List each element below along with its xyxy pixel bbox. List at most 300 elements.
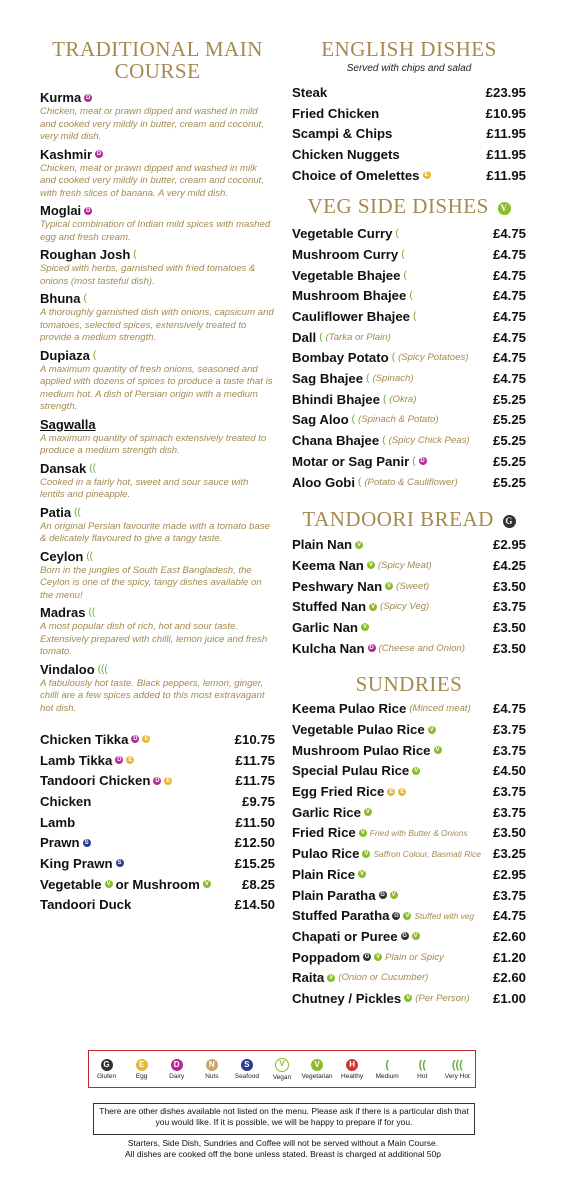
english-name xyxy=(292,147,400,162)
english-row xyxy=(292,82,526,103)
sundries-note: Stuffed with veg xyxy=(414,910,475,921)
sundries-name xyxy=(292,825,468,840)
medium-chili-icon: ( xyxy=(413,311,417,323)
sundries-row xyxy=(292,802,526,823)
dairy-icon: D xyxy=(369,645,374,652)
sundries-name xyxy=(292,929,420,944)
bread-row xyxy=(292,617,526,638)
sundries-note: Fried with Butter & Onions xyxy=(369,827,468,838)
veg-label: Chana Bhajee xyxy=(292,433,380,449)
sundries-name xyxy=(292,743,442,758)
hot-chili-icon: (( xyxy=(86,550,94,562)
veg-note: (Spicy Potatoes) xyxy=(398,352,469,364)
medium-chili-icon: ( xyxy=(382,393,387,405)
veg-label: Aloo Gobi xyxy=(292,474,355,490)
tandoori-price: £12.50 xyxy=(234,835,275,851)
sundries-label: Chutney / Pickles xyxy=(292,990,402,1006)
medium-chili-icon: ( xyxy=(133,249,137,260)
veg-row xyxy=(292,348,526,369)
english-dishes-subtitle: Served with chips and salad xyxy=(346,63,472,74)
sundries-name xyxy=(292,970,428,985)
vegetarian-icon: V xyxy=(311,1059,323,1071)
veg-name xyxy=(292,247,405,262)
bread-price: £4.25 xyxy=(492,557,526,573)
veg-label: Vegetable Curry xyxy=(292,226,393,242)
dish-description: Chicken, meat or prawn dipped and washed in mild and cooked very mildly in butter, cream and coconut, very mild dish. xyxy=(40,106,264,142)
sundries-name xyxy=(292,722,436,737)
bread-row xyxy=(292,576,526,597)
medium-chili-icon: ( xyxy=(366,373,370,385)
legend-item xyxy=(302,1059,332,1080)
medium-chili-icon: ( xyxy=(319,331,323,343)
english-price: £10.95 xyxy=(485,105,526,121)
veg-label: Sag Aloo xyxy=(292,412,349,428)
veg-price: £4.75 xyxy=(492,329,526,345)
dairy-icon: D xyxy=(96,151,102,157)
vegetarian-icon: V xyxy=(414,767,419,774)
traditional-dish-list xyxy=(40,90,275,715)
veg-name xyxy=(292,433,470,448)
sundries-note: Saffron Colour, Basmati Rice xyxy=(373,848,481,859)
sundries-row xyxy=(292,905,526,926)
nuts-icon: N xyxy=(206,1059,218,1071)
veg-price: £4.75 xyxy=(492,309,526,325)
sundries-name xyxy=(292,908,474,923)
tandoori-label: Prawn xyxy=(40,835,80,851)
english-name xyxy=(292,85,327,100)
sundries-row xyxy=(292,823,526,844)
sundries-name xyxy=(292,867,366,882)
veg-note: (Spicy Chick Peas) xyxy=(388,435,470,447)
english-row xyxy=(292,144,526,165)
veg-name xyxy=(292,268,407,283)
english-price: £11.95 xyxy=(486,126,526,142)
very-hot-icon: ((( xyxy=(451,1058,463,1071)
dish-name: Madras (( xyxy=(40,605,96,620)
legend-item xyxy=(197,1059,227,1080)
sundries-row xyxy=(292,699,526,720)
sundries-price: £3.75 xyxy=(492,742,526,758)
gluten-icon: G xyxy=(380,892,385,899)
tandoori-name xyxy=(40,753,134,768)
footer-notes xyxy=(40,1138,526,1160)
dish-name: Kurma D xyxy=(40,90,91,105)
bread-row xyxy=(292,534,526,555)
right-menu-column xyxy=(292,38,526,1009)
sundries-label: Poppadom xyxy=(292,949,361,965)
dish-description: A most popular dish of rich, hot and sour taste. Extensively prepared with chilli, lemon juice and fresh tomato. xyxy=(40,621,268,657)
veg-price: £4.75 xyxy=(492,267,526,283)
legend-item xyxy=(267,1058,297,1081)
veg-price: £5.25 xyxy=(492,453,526,469)
bread-label: Peshwary Nan xyxy=(292,578,383,594)
veg-row xyxy=(292,265,526,286)
sundries-name xyxy=(292,888,398,903)
dairy-icon: D xyxy=(86,94,91,101)
legend-label: Seafood xyxy=(234,1072,259,1080)
sundries-row xyxy=(292,843,526,864)
bread-name xyxy=(292,641,465,656)
english-label: Choice of Omelettes xyxy=(292,167,420,183)
tandoori-row xyxy=(40,791,275,812)
tandoori-price: £11.75 xyxy=(235,773,275,789)
english-row xyxy=(292,123,526,144)
veg-price: £4.75 xyxy=(492,288,526,304)
traditional-title: TRADITIONAL MAIN COURSE xyxy=(52,37,263,83)
vegetarian-icon: V xyxy=(405,912,410,919)
bread-row xyxy=(292,638,526,659)
vegetarian-icon: V xyxy=(364,850,369,857)
dish-name: Moglai D xyxy=(40,203,91,218)
sundries-label: Chapati or Puree xyxy=(292,928,398,944)
medium-chili-icon: ( xyxy=(83,293,87,304)
legend-item xyxy=(407,1059,437,1080)
vegan-icon: V xyxy=(275,1058,289,1072)
legend-label: Hot xyxy=(417,1072,428,1080)
dish-name: Roughan Josh ( xyxy=(40,247,137,262)
dish-name: Vindaloo ((( xyxy=(40,661,108,677)
medium-chili-icon: ( xyxy=(92,349,97,361)
tandoori-row xyxy=(40,770,275,791)
sundries-label: Keema Pulao Rice xyxy=(292,701,407,717)
legend-label: Vegetarian xyxy=(301,1072,333,1080)
vegetarian-icon: V xyxy=(368,562,373,569)
legend-label: Nuts xyxy=(205,1072,219,1080)
tandoori-name xyxy=(40,856,124,871)
hot-icon: (( xyxy=(418,1058,426,1071)
tandoori-name xyxy=(40,732,150,747)
sundries-name xyxy=(292,805,372,820)
bread-name xyxy=(292,579,429,594)
vegetarian-icon: V xyxy=(204,881,209,888)
veg-label: Cauliflower Bhajee xyxy=(292,309,410,325)
veg-name xyxy=(292,392,416,407)
seafood-icon: S xyxy=(117,860,122,867)
tandoori-label: Lamb xyxy=(40,814,76,830)
vegetarian-icon: V xyxy=(435,747,440,754)
gluten-icon: G xyxy=(394,912,399,919)
veg-note: (Okra) xyxy=(389,393,417,405)
sundries-price: £4.75 xyxy=(492,908,526,924)
tandoori-price: £11.50 xyxy=(235,814,275,830)
dairy-icon: D xyxy=(117,757,122,764)
legend-label: Vegan xyxy=(272,1073,292,1081)
english-name xyxy=(292,168,431,183)
legend-label: Gluten xyxy=(96,1072,117,1080)
english-name xyxy=(292,126,392,141)
veg-name xyxy=(292,454,427,469)
sundries-label: Garlic Rice xyxy=(292,804,361,820)
dish-description: Cooked in a fairly hot, sweet and sour sauce with lentils and pineapple. xyxy=(40,476,249,500)
medium-chili-icon: ( xyxy=(403,269,407,281)
veg-name xyxy=(292,309,416,324)
bread-label: Kulcha Nan xyxy=(292,640,365,656)
bread-price: £3.75 xyxy=(492,599,526,615)
veg-price: £4.75 xyxy=(492,350,526,366)
sundries-list xyxy=(292,699,526,1009)
sundries-note: (Minced meat) xyxy=(409,703,471,715)
egg-icon: E xyxy=(424,172,429,179)
hot-chili-icon: (( xyxy=(89,462,96,474)
veg-row xyxy=(292,430,526,451)
egg-icon: E xyxy=(400,788,405,795)
veryhot-chili-icon: ((( xyxy=(97,663,108,675)
veg-row xyxy=(292,286,526,307)
tandoori-name xyxy=(40,815,75,830)
tandoori-label: Chicken Tikka xyxy=(40,731,129,747)
veg-label: Bombay Potato xyxy=(292,350,389,366)
egg-icon: E xyxy=(136,1059,148,1071)
veg-label: Motar or Sag Panir xyxy=(292,453,410,469)
medium-chili-icon: ( xyxy=(401,248,405,260)
bread-label: Plain Nan xyxy=(292,537,353,553)
veg-note: (Tarka or Plain) xyxy=(325,331,391,343)
veg-dish-list xyxy=(292,223,526,492)
footer-line-1: Starters, Side Dish, Sundries and Coffee will not be served without a Main Course. xyxy=(127,1138,439,1148)
veg-row xyxy=(292,472,526,493)
veg-name xyxy=(292,475,458,490)
veg-name xyxy=(292,226,399,241)
sundries-price: £3.75 xyxy=(492,804,526,820)
egg-icon: E xyxy=(389,788,394,795)
legend-label: Healthy xyxy=(341,1072,364,1080)
vegetarian-icon: V xyxy=(406,995,411,1002)
tandoori-row xyxy=(40,832,275,853)
tandoori-label: King Prawn xyxy=(40,855,113,871)
sundries-name xyxy=(292,701,471,716)
sundries-price: £3.50 xyxy=(492,825,526,841)
sundries-name xyxy=(292,950,444,965)
veg-row xyxy=(292,327,526,348)
tandoori-row xyxy=(40,874,275,895)
dish-name: Dansak (( xyxy=(40,460,96,476)
sundries-label: Plain Rice xyxy=(292,866,356,882)
veg-label: Mushroom Bhajee xyxy=(292,288,407,304)
hot-chili-icon: (( xyxy=(74,506,81,518)
tandoori-label: Tandoori Duck xyxy=(40,897,132,913)
dish-description: Spiced with herbs, garnished with fried tomatoes & onions (most tasteful dish). xyxy=(40,263,256,287)
healthy-icon: H xyxy=(346,1059,358,1071)
sundries-price: £2.60 xyxy=(492,928,526,944)
english-row xyxy=(292,165,526,186)
sundries-price: £4.75 xyxy=(492,701,526,717)
dish-name: Dupiaza ( xyxy=(40,347,97,363)
bread-price: £3.50 xyxy=(492,578,526,594)
vegetarian-icon: V xyxy=(360,829,365,836)
dish-name: Ceylon (( xyxy=(40,548,94,564)
sundries-note: Plain or Spicy xyxy=(385,951,444,963)
bread-note: (Sweet) xyxy=(396,580,430,592)
veg-label: Dall xyxy=(292,329,317,345)
seafood-icon: S xyxy=(84,839,89,846)
sundries-label: Mushroom Pulao Rice xyxy=(292,742,431,758)
medium-chili-icon: ( xyxy=(395,228,399,240)
dish-description: Typical combination of Indian mild spices with mashed egg and fresh cream. xyxy=(40,219,271,243)
veg-row xyxy=(292,451,526,472)
tandoori-price: £15.25 xyxy=(234,855,275,871)
dish-description: A maximum quantity of fresh onions, seasoned and applied with dozens of spices to produce a taste that is medium hot. A dish of Persian origin with a medium strength. xyxy=(40,363,273,412)
veg-name xyxy=(292,330,391,345)
vegetarian-icon: V xyxy=(357,541,362,548)
veg-row xyxy=(292,306,526,327)
english-label: Fried Chicken xyxy=(292,105,380,121)
veg-name xyxy=(292,350,468,365)
dish-description: Born in the jungles of South East Bangladesh, the Ceylon is one of the spicy, tangy dishes available on the menu! xyxy=(40,564,262,601)
vegetarian-icon: V xyxy=(376,954,381,961)
gluten-icon: G xyxy=(101,1059,113,1071)
bread-name xyxy=(292,599,429,614)
veg-name xyxy=(292,371,414,386)
allergen-legend xyxy=(88,1050,476,1088)
sundries-title: SUNDRIES xyxy=(355,671,463,696)
vegetarian-icon: V xyxy=(329,974,334,981)
legend-label: Very Hot xyxy=(444,1072,470,1080)
vegetarian-icon: V xyxy=(106,881,111,888)
egg-icon: E xyxy=(128,757,133,764)
legend-label: Dairy xyxy=(169,1072,185,1080)
english-price: £23.95 xyxy=(485,84,526,100)
veg-row xyxy=(292,410,526,431)
vegetarian-icon: V xyxy=(370,603,375,610)
medium-chili-icon: ( xyxy=(391,352,396,364)
veg-price: £5.25 xyxy=(492,391,526,407)
veg-label: Mushroom Curry xyxy=(292,246,399,262)
bread-note: (Spicy Meat) xyxy=(377,559,432,571)
english-row xyxy=(292,103,526,124)
dish-description: An original Persian favourite made with a tomato base & delicately flavoured to give a tangy taste. xyxy=(40,520,270,544)
tandoori-price: £14.50 xyxy=(234,897,275,913)
sundries-label: Fried Rice xyxy=(292,825,356,841)
vegetarian-icon: V xyxy=(498,202,511,215)
tandoori-dish-list xyxy=(40,729,275,915)
sundries-row xyxy=(292,781,526,802)
sundries-row xyxy=(292,885,526,906)
tandoori-price: £11.75 xyxy=(235,752,275,768)
sundries-label: Special Pulau Rice xyxy=(292,763,410,779)
medium-chili-icon: ( xyxy=(382,435,386,447)
dish-description: A thoroughly garnished dish with onions, capsicum and tomatoes, selected spices, extensively treated to provide a medium strength. xyxy=(40,307,274,343)
veg-note: (Potato & Cauliflower) xyxy=(364,476,458,488)
medium-chili-icon: ( xyxy=(351,414,356,426)
bread-list xyxy=(292,534,526,658)
tandoori-name xyxy=(40,877,211,892)
sundries-price: £1.00 xyxy=(492,990,526,1006)
gluten-icon: G xyxy=(503,515,516,528)
sundries-note: (Onion or Cucumber) xyxy=(338,972,429,984)
bread-row xyxy=(292,596,526,617)
legend-label: Medium xyxy=(375,1072,399,1080)
legend-item xyxy=(372,1059,402,1080)
medium-chili-icon: ( xyxy=(412,455,416,467)
veg-price: £5.25 xyxy=(492,412,526,428)
legend-label: Egg xyxy=(135,1072,148,1080)
bread-price: £3.50 xyxy=(492,619,526,635)
dairy-icon: D xyxy=(171,1059,183,1071)
veg-side-dishes-title: VEG SIDE DISHES V xyxy=(292,195,526,217)
seafood-icon: S xyxy=(241,1059,253,1071)
bread-label: Garlic Nan xyxy=(292,619,358,635)
legend-item xyxy=(442,1059,472,1080)
tandoori-row xyxy=(40,750,275,771)
veg-label: Sag Bhajee xyxy=(292,371,364,387)
vegetarian-icon: V xyxy=(391,892,396,899)
veg-label: Bhindi Bhajee xyxy=(292,391,380,407)
veg-name xyxy=(292,288,413,303)
bread-note: (Spicy Veg) xyxy=(380,601,430,613)
dish-description: A maximum quantity of spinach extensively treated to produce a medium strength dish. xyxy=(40,432,267,456)
tandoori-name xyxy=(40,897,131,912)
dish-name: Sagwalla xyxy=(40,416,96,432)
tandoori-label: Tandoori Chicken xyxy=(40,773,151,789)
egg-icon: E xyxy=(166,777,171,784)
sundries-price: £3.75 xyxy=(492,887,526,903)
traditional-main-course-column xyxy=(40,38,275,915)
sundries-name xyxy=(292,784,406,799)
veg-label: Vegetable Bhajee xyxy=(292,267,401,283)
tandoori-extra: or Mushroom xyxy=(115,876,200,892)
sundries-name xyxy=(292,991,470,1006)
bread-name xyxy=(292,620,369,635)
legend-item xyxy=(337,1059,367,1080)
bread-label: Keema Nan xyxy=(292,557,364,573)
tandoori-name xyxy=(40,794,91,809)
medium-icon: ( xyxy=(385,1058,389,1071)
veg-note: (Spinach & Potato) xyxy=(358,414,439,426)
legend-item xyxy=(127,1059,157,1080)
dish-name: Bhuna ( xyxy=(40,291,87,306)
tandoori-price: £9.75 xyxy=(241,793,275,809)
info-notice: There are other dishes available not listed on the menu. Please ask if there is a particular dish that you would like. If it is possible, we will be happy to prepare if for you. xyxy=(93,1103,475,1135)
sundries-name xyxy=(292,763,420,778)
sundries-label: Plain Paratha xyxy=(292,887,376,903)
sundries-price: £3.75 xyxy=(492,722,526,738)
hot-chili-icon: (( xyxy=(88,607,96,618)
sundries-label: Vegetable Pulao Rice xyxy=(292,722,425,738)
veg-row xyxy=(292,368,526,389)
sundries-price: £4.50 xyxy=(492,763,526,779)
dish-name: Kashmir D xyxy=(40,146,102,162)
tandoori-row xyxy=(40,895,275,916)
sundries-name xyxy=(292,846,481,861)
english-dishes-title: ENGLISH DISHES xyxy=(321,37,497,61)
tandoori-label: Vegetable xyxy=(40,876,102,892)
sundries-row xyxy=(292,988,526,1009)
bread-name xyxy=(292,558,432,573)
vegetarian-icon: V xyxy=(387,583,392,590)
bread-label: Stuffed Nan xyxy=(292,599,366,615)
tandoori-label: Chicken xyxy=(40,793,92,809)
legend-item xyxy=(162,1059,192,1080)
vegetarian-icon: V xyxy=(365,809,370,816)
dairy-icon: D xyxy=(155,777,160,784)
veg-price: £4.75 xyxy=(492,246,526,262)
veg-price: £5.25 xyxy=(492,474,526,490)
veg-row xyxy=(292,389,526,410)
tandoori-bread-title: TANDOORI BREAD G xyxy=(292,508,526,530)
sundries-note: (Per Person) xyxy=(415,992,470,1004)
gluten-icon: G xyxy=(402,933,407,940)
veg-price: £4.75 xyxy=(492,371,526,387)
english-label: Steak xyxy=(292,84,328,100)
tandoori-name xyxy=(40,773,172,788)
sundries-price: £3.75 xyxy=(492,784,526,800)
veg-price: £4.75 xyxy=(492,226,526,242)
sundries-price: £3.25 xyxy=(492,846,526,862)
vegetarian-icon: V xyxy=(413,933,418,940)
medium-chili-icon: ( xyxy=(358,476,362,488)
sundries-label: Raita xyxy=(292,970,325,986)
bread-price: £3.50 xyxy=(492,640,526,656)
